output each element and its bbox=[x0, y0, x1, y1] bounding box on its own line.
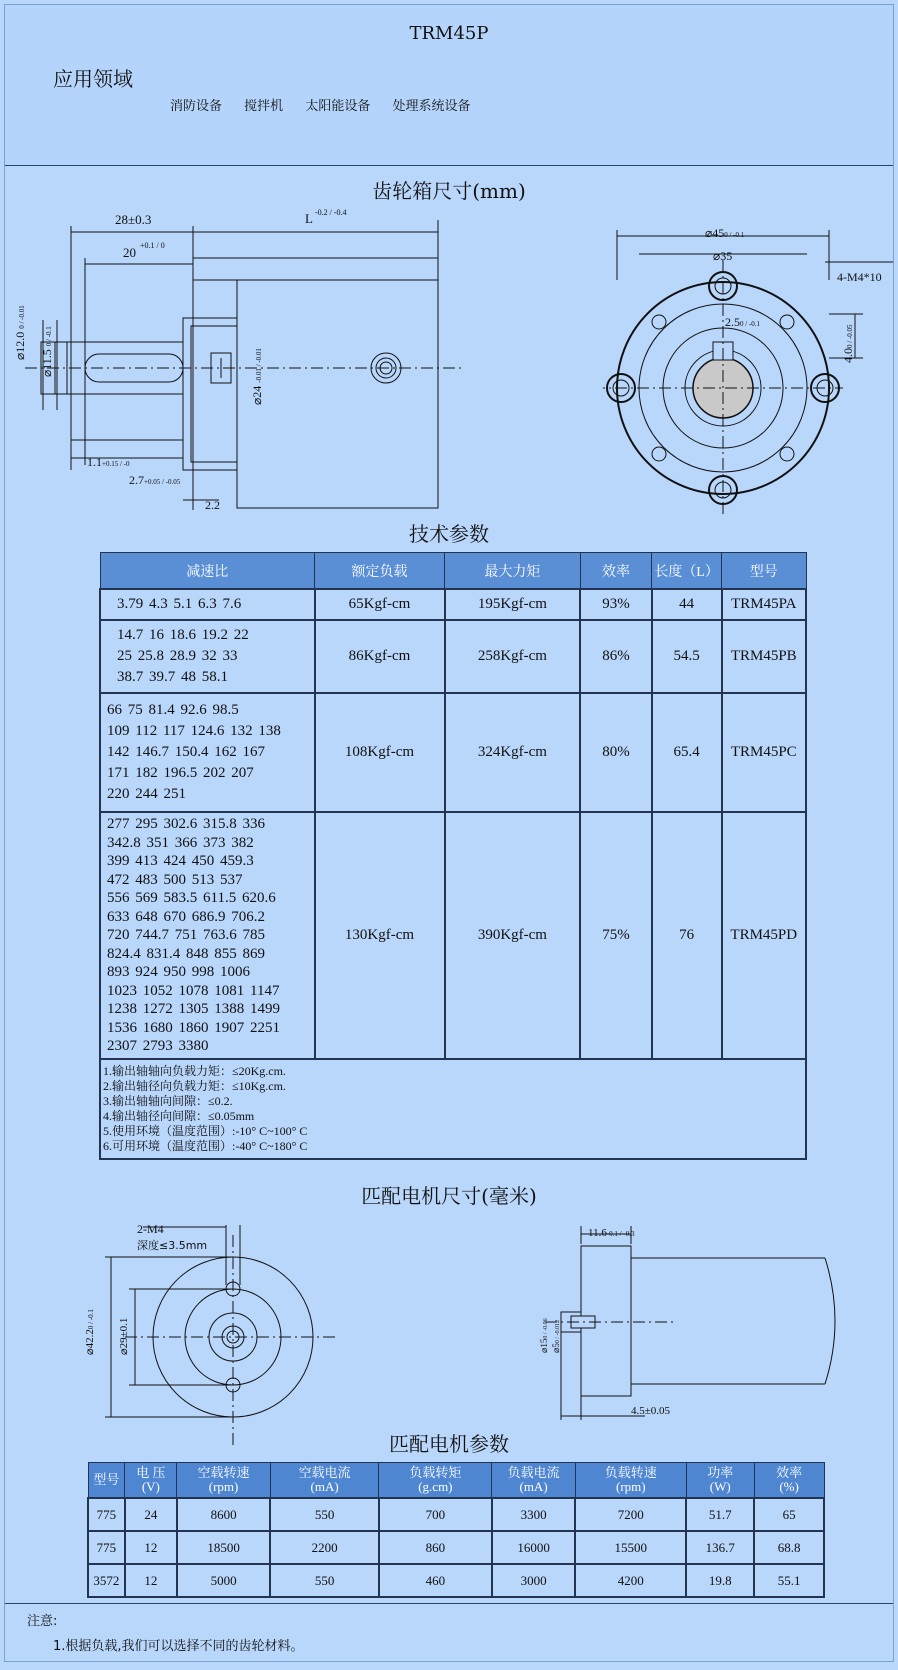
efficiency-cell: 86% bbox=[580, 620, 651, 693]
header-line: 电 压 bbox=[136, 1465, 166, 1480]
efficiency-cell: 75% bbox=[580, 812, 651, 1059]
ratio-line: 633 648 670 686.9 706.2 bbox=[107, 908, 265, 925]
dim-shaft-dia-tol: 0 / -0.01 bbox=[18, 305, 26, 329]
ratio-line: 824.4 831.4 848 855 869 bbox=[107, 945, 265, 962]
note-line: 6.可用环境（温度范围）:-40° C~180° C bbox=[103, 1138, 308, 1153]
dim-shaft-dia-value: ⌀12.0 bbox=[13, 331, 27, 360]
ratio-line: 1536 1680 1860 1907 2251 bbox=[107, 1019, 280, 1036]
col-ratio: 减速比 bbox=[100, 553, 315, 590]
motor-cell: 550 bbox=[270, 1564, 379, 1597]
dim-end-2-5 bbox=[725, 315, 760, 330]
motor-dim-m4: 2-M4 bbox=[137, 1222, 164, 1236]
dim-end-35: ⌀35 bbox=[713, 249, 733, 263]
rated-load-cell: 108Kgf-cm bbox=[315, 693, 445, 812]
length-cell: 44 bbox=[652, 589, 722, 620]
dim-shaft-flat-value: ⌀11.5 bbox=[40, 349, 54, 377]
table-row bbox=[100, 812, 806, 1059]
dim-shaft-dia bbox=[13, 305, 28, 360]
dim-end-2-5-tol: 0 / -0.1 bbox=[740, 320, 761, 328]
motor-cell: 7200 bbox=[575, 1498, 686, 1531]
motor-table bbox=[87, 1462, 825, 1598]
motor-params-title: 匹配电机参数 bbox=[389, 1432, 509, 1456]
notes-cell bbox=[100, 1059, 806, 1159]
rated-load-cell: 65Kgf-cm bbox=[315, 589, 445, 620]
motor-dim-42-tol: 0 / -0.1 bbox=[87, 1309, 95, 1330]
motor-dim-29: ⌀29±0.1 bbox=[118, 1317, 130, 1355]
header-unit: (mA) bbox=[310, 1479, 339, 1494]
dim-2-7-tol: +0.05 / -0.05 bbox=[144, 478, 181, 486]
motor-cell: 4200 bbox=[575, 1564, 686, 1597]
ratio-line: 1023 1052 1078 1081 1147 bbox=[107, 982, 280, 999]
ratio-cell bbox=[100, 620, 315, 693]
motor-cell: 3000 bbox=[492, 1564, 576, 1597]
ratio-line: 66 75 81.4 92.6 98.5 bbox=[107, 702, 239, 718]
dim-end-4-value: 4.0 bbox=[841, 348, 855, 363]
dim-1-1-tol: +0.15 / -0 bbox=[102, 460, 130, 468]
dim-20-tol: +0.1 / 0 bbox=[140, 241, 165, 250]
app-item: 消防设备 bbox=[170, 99, 223, 114]
motor-cell: 550 bbox=[270, 1498, 379, 1531]
motor-dim-5-value: ⌀5 bbox=[551, 1343, 561, 1353]
motor-cell: 3300 bbox=[492, 1498, 576, 1531]
dim-end-m4: 4-M4*10 bbox=[837, 270, 882, 284]
ratio-cell bbox=[100, 589, 315, 620]
ratio-line: 720 744.7 751 763.6 785 bbox=[107, 927, 265, 943]
motor-header-row bbox=[88, 1463, 824, 1499]
motor-dim-42-value: ⌀42.2 bbox=[84, 1329, 96, 1355]
col-load-current bbox=[492, 1463, 576, 1499]
ratio-line: 399 413 424 450 459.3 bbox=[107, 853, 254, 869]
motor-cell: 18500 bbox=[177, 1531, 270, 1564]
motor-cell: 700 bbox=[379, 1498, 492, 1531]
note-line: 2.输出轴径向负载力矩：≤10Kg.cm. bbox=[103, 1078, 286, 1093]
ratio-line: 38.7 39.7 48 58.1 bbox=[117, 669, 228, 685]
col-rated-load: 额定负载 bbox=[315, 553, 445, 590]
length-cell: 76 bbox=[652, 812, 722, 1059]
dim-1-1-value: 1.1 bbox=[87, 455, 102, 469]
header-line: 效率 bbox=[776, 1465, 803, 1480]
table-row bbox=[100, 589, 806, 620]
motor-cell: 12 bbox=[125, 1564, 177, 1597]
motor-dim-15-value: ⌀15 bbox=[539, 1338, 549, 1353]
ratio-line: 342.8 351 366 373 382 bbox=[107, 834, 254, 851]
header-line: 负载转速 bbox=[604, 1465, 657, 1480]
col-load-torque bbox=[379, 1463, 492, 1499]
col-voltage bbox=[125, 1463, 177, 1499]
footer-notes bbox=[27, 1610, 304, 1660]
max-torque-cell: 195Kgf-cm bbox=[445, 589, 581, 620]
header-line: 型号 bbox=[93, 1472, 120, 1487]
col-efficiency: 效率 bbox=[580, 553, 651, 590]
motor-cell: 775 bbox=[88, 1531, 125, 1564]
motor-cell: 12 bbox=[125, 1531, 177, 1564]
header-unit: (V) bbox=[141, 1479, 160, 1494]
table-row bbox=[100, 620, 806, 693]
table-row bbox=[100, 693, 806, 812]
dim-flange-dia bbox=[250, 348, 265, 405]
col-load-speed bbox=[575, 1463, 686, 1499]
note-title: 注意: bbox=[27, 1614, 58, 1629]
ratio-line: 1238 1272 1305 1388 1499 bbox=[107, 1001, 280, 1017]
ratio-line: 2307 2793 3380 bbox=[107, 1038, 209, 1054]
header-line: 空载转速 bbox=[197, 1465, 250, 1480]
ratio-line: 472 483 500 513 537 bbox=[107, 871, 243, 888]
rated-load-cell: 86Kgf-cm bbox=[315, 620, 445, 693]
motor-cell: 3572 bbox=[88, 1564, 125, 1597]
dim-20: 20 bbox=[123, 245, 136, 260]
note-line: 3.输出轴轴向间隙：≤0.2. bbox=[103, 1093, 233, 1108]
note-line: 1.输出轴轴向负载力矩：≤20Kg.cm. bbox=[103, 1063, 286, 1078]
table-row bbox=[88, 1564, 824, 1597]
length-cell: 54.5 bbox=[652, 620, 722, 693]
gearbox-dims-title: 齿轮箱尺寸(mm) bbox=[372, 179, 526, 203]
dim-end-45-value: ⌀45 bbox=[705, 226, 725, 240]
motor-dim-15-tol: 0 / -0.06 bbox=[543, 1318, 549, 1339]
dim-28: 28±0.3 bbox=[115, 212, 152, 227]
app-item: 搅拌机 bbox=[244, 99, 284, 114]
max-torque-cell: 258Kgf-cm bbox=[445, 620, 581, 693]
dim-flange-dia-value: ⌀24 bbox=[250, 385, 264, 405]
col-max-torque: 最大力矩 bbox=[445, 553, 581, 590]
motor-cell: 15500 bbox=[575, 1531, 686, 1564]
header-unit: (rpm) bbox=[616, 1479, 646, 1494]
motor-dim-11-6 bbox=[588, 1227, 634, 1239]
motor-cell: 5000 bbox=[177, 1564, 270, 1597]
header-line: 功率 bbox=[707, 1465, 734, 1480]
ratio-line: 893 924 950 998 1006 bbox=[107, 964, 250, 980]
col-power bbox=[686, 1463, 754, 1499]
ratio-line: 277 295 302.6 315.8 336 bbox=[107, 816, 265, 832]
model-cell: TRM45PA bbox=[722, 589, 807, 620]
note-line: 4.输出轴径向间隙：≤0.05mm bbox=[103, 1108, 255, 1123]
ratio-line: 14.7 16 18.6 19.2 22 bbox=[117, 627, 249, 643]
max-torque-cell: 324Kgf-cm bbox=[445, 693, 581, 812]
ratio-cell bbox=[100, 812, 315, 1059]
motor-cell: 2200 bbox=[270, 1531, 379, 1564]
model-cell: TRM45PC bbox=[722, 693, 807, 812]
dim-2-7 bbox=[129, 473, 180, 488]
dim-end-4 bbox=[841, 324, 856, 363]
header-line: 负载电流 bbox=[507, 1465, 560, 1480]
spec-table bbox=[99, 552, 807, 1160]
motor-cell: 19.8 bbox=[686, 1564, 754, 1597]
motor-dim-4-5: 4.5±0.05 bbox=[631, 1405, 671, 1417]
header-line: 空载电流 bbox=[298, 1465, 351, 1480]
note-line: 5.使用环境（温度范围）:-10° C~100° C bbox=[103, 1123, 308, 1138]
dim-flange-dia-tol: -0.01 / -0.01 bbox=[255, 348, 263, 383]
ratio-line: 109 112 117 124.6 132 138 bbox=[107, 723, 281, 739]
dim-shaft-flat bbox=[40, 326, 55, 377]
dim-l: L bbox=[305, 211, 313, 226]
motor-cell: 55.1 bbox=[754, 1564, 824, 1597]
note-line: 1.根据负载,我们可以选择不同的齿轮材料。 bbox=[53, 1639, 304, 1654]
motor-cell: 51.7 bbox=[686, 1498, 754, 1531]
motor-dim-42 bbox=[83, 1309, 96, 1355]
notes-row bbox=[100, 1059, 806, 1159]
motor-dim-11-6-tol: -0.1 / -0.3 bbox=[606, 1230, 635, 1238]
motor-cell: 860 bbox=[379, 1531, 492, 1564]
header-unit: (mA) bbox=[519, 1479, 548, 1494]
application-items bbox=[170, 95, 488, 114]
tech-params-title: 技术参数 bbox=[409, 522, 489, 546]
model-cell: TRM45PD bbox=[722, 812, 807, 1059]
col-motor-eff bbox=[754, 1463, 824, 1499]
product-title: TRM45P bbox=[409, 23, 489, 44]
col-model: 型号 bbox=[722, 553, 807, 590]
app-item: 处理系统设备 bbox=[392, 99, 471, 114]
efficiency-cell: 80% bbox=[580, 693, 651, 812]
length-cell: 65.4 bbox=[652, 693, 722, 812]
motor-dim-11-6-value: 11.6 bbox=[588, 1227, 607, 1239]
header-unit: (%) bbox=[779, 1479, 799, 1494]
dim-1-1 bbox=[87, 455, 129, 470]
header-band bbox=[5, 5, 893, 166]
dim-2-2: 2.2 bbox=[205, 498, 220, 512]
dim-l-tol: -0.2 / -0.4 bbox=[315, 208, 347, 217]
ratio-line: 25 25.8 28.9 32 33 bbox=[117, 648, 238, 664]
col-length: 长度（L） bbox=[652, 553, 722, 590]
motor-dim-depth: 深度≤3.5mm bbox=[137, 1239, 208, 1252]
ratio-line: 556 569 583.5 611.5 620.6 bbox=[107, 890, 276, 906]
motor-cell: 16000 bbox=[492, 1531, 576, 1564]
col-motor-model bbox=[88, 1463, 125, 1499]
ratio-line: 3.79 4.3 5.1 6.3 7.6 bbox=[117, 596, 242, 612]
model-cell: TRM45PB bbox=[722, 620, 807, 693]
motor-cell: 8600 bbox=[177, 1498, 270, 1531]
table-row bbox=[88, 1498, 824, 1531]
app-item: 太阳能设备 bbox=[305, 99, 371, 114]
col-noload-speed bbox=[177, 1463, 270, 1499]
application-label: 应用领域 bbox=[53, 67, 133, 91]
max-torque-cell: 390Kgf-cm bbox=[445, 812, 581, 1059]
header-unit: (g.cm) bbox=[418, 1479, 453, 1494]
spec-header-row bbox=[100, 553, 806, 590]
motor-dim-5-tol: 0 / -0.012 bbox=[555, 1319, 561, 1344]
motor-side-drawing bbox=[525, 1220, 845, 1430]
dim-2-7-value: 2.7 bbox=[129, 473, 144, 487]
motor-dim-5 bbox=[551, 1320, 562, 1353]
efficiency-cell: 93% bbox=[580, 589, 651, 620]
dim-shaft-flat-tol: 0 / -0.1 bbox=[45, 326, 53, 347]
motor-cell: 460 bbox=[379, 1564, 492, 1597]
col-noload-current bbox=[270, 1463, 379, 1499]
table-row bbox=[88, 1531, 824, 1564]
motor-cell: 68.8 bbox=[754, 1531, 824, 1564]
dim-end-4-tol: 0 / -0.05 bbox=[846, 324, 854, 348]
motor-cell: 775 bbox=[88, 1498, 125, 1531]
header-unit: (W) bbox=[709, 1479, 731, 1494]
motor-cell: 136.7 bbox=[686, 1531, 754, 1564]
ratio-line: 171 182 196.5 202 207 bbox=[107, 765, 254, 781]
dim-end-45-tol: 0 / -0.1 bbox=[724, 231, 745, 239]
dim-end-45 bbox=[705, 226, 744, 241]
footer-divider bbox=[5, 1603, 893, 1604]
motor-dim-15 bbox=[539, 1318, 550, 1353]
dim-end-2-5-value: 2.5 bbox=[725, 315, 740, 329]
ratio-cell bbox=[100, 693, 315, 812]
motor-cell: 65 bbox=[754, 1498, 824, 1531]
rated-load-cell: 130Kgf-cm bbox=[315, 812, 445, 1059]
header-line: 负载转矩 bbox=[409, 1465, 462, 1480]
header-unit: (rpm) bbox=[208, 1479, 239, 1494]
spec-sheet bbox=[4, 4, 894, 1662]
ratio-line: 142 146.7 150.4 162 167 bbox=[107, 744, 265, 760]
motor-dims-title: 匹配电机尺寸(毫米) bbox=[361, 1184, 537, 1208]
ratio-line: 220 244 251 bbox=[107, 786, 186, 802]
motor-cell: 24 bbox=[125, 1498, 177, 1531]
